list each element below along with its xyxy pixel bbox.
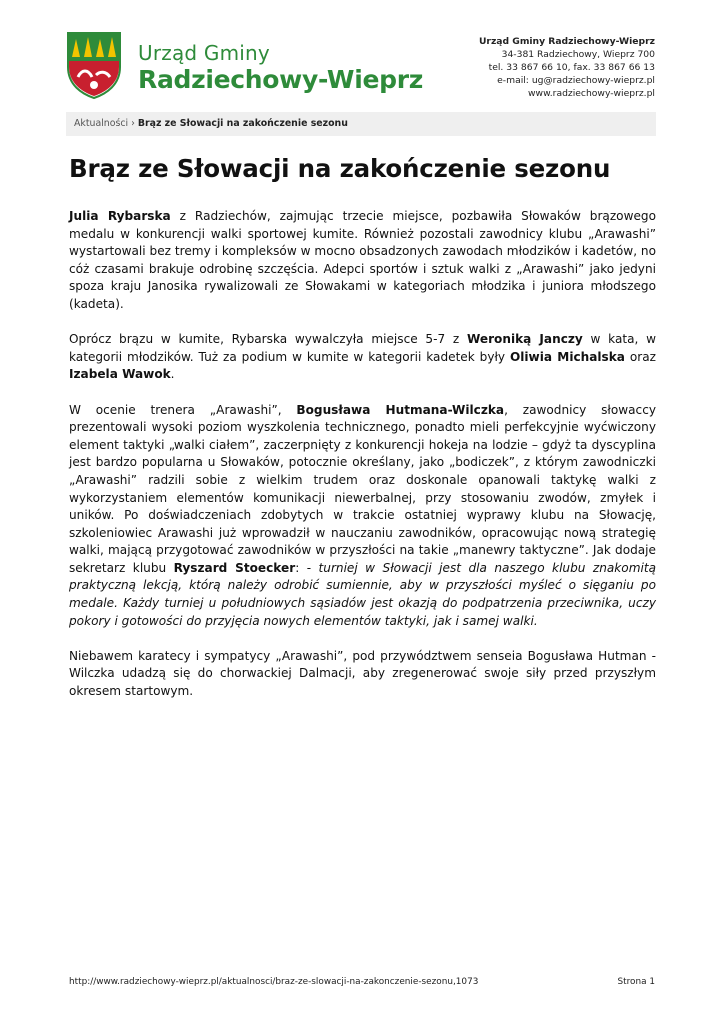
person-name: Julia Rybarska (69, 209, 171, 223)
paragraph-2 (69, 331, 656, 384)
breadcrumb (66, 112, 656, 136)
breadcrumb-current: Brąz ze Słowacji na zakończenie sezonu (137, 118, 348, 129)
coat-of-arms-icon (66, 31, 122, 99)
person-name: Ryszard Stoecker (173, 560, 296, 575)
person-name: Izabela Wawok (69, 367, 171, 382)
person-name: Bogusława Hutmana-Wilczka (296, 402, 505, 417)
footer-page-number: Strona 1 (617, 977, 655, 987)
paragraph-4: Niebawem karatecy i sympatycy „Arawashi”, pod przywództwem senseia Bogusława Hutman - Wilczka udadzą się do chorwackiej Dalmacji, aby zregenerować swoje siły przed przyszłym okresem startowym. (69, 648, 656, 699)
person-name: Weroniką Janczy (466, 332, 583, 347)
contact-phone: tel. 33 867 66 10, fax. 33 867 66 13 (488, 62, 655, 73)
quote-text: turniej w Słowacji jest dla naszego klubu znakomitą praktyczną lekcją, którą należy odrobić sumiennie, aby w przyszłości myśleć o sięganiu po medale. Każdy turniej u południowych sąsiadów jest okazją do podpatrzenia przeciwnika, uczy pokory i gotowości do przyjęcia nowych elementów taktyki, jak i samej walki. (69, 560, 656, 628)
breadcrumb-parent-link[interactable]: Aktualności (74, 118, 129, 129)
paragraph-text: , zawodnicy słowaccy prezentowali wysoki poziom wyszkolenia technicznego, ponadto mieli perfekcyjnie wyćwiczony element taktyki „walki ciałem”, zaczerpnięty z konkurencji hokeja na lodzie – gdyż ta dyscyplina jest bardzo popularna u Słowaków, potocznie określany, jako „bodiczek”, z którym zawodniczki „Arawashi” radzili sobie z wielkim trudem oraz doskonale opanowali taktykę walki z wykorzystaniem elementów komunikacji niewerbalnej, przy stosowaniu zwodów, zmyłek i uników. Po doświadczeniach zdobytych w trakcie ostatniej wyprawy klubu na Słowację, szkoleniowiec Arawashi już wprowadził w nauczaniu zawodników, opracowując nową strategię walki, mającą przygotować zawodników w przyszłości na takie „manewry taktyczne”. Jak dodaje sekretarz klubu (69, 402, 657, 575)
paragraph-text: Oprócz brązu w kumite, Rybarska wywalczyła miejsce 5-7 z (69, 332, 467, 347)
paragraph-text: z Radziechów, zajmując trzecie miejsce, pozbawiła Słowaków brązowego medalu w konkurencji walki sportowej kumite. Również pozostali zawodnicy klubu „Arawashi” wystartowali bez tremy i kompleksów w mocno obsadzonych zawodach młodzików i kadetów, no cóż czasami brakuje odrobinę szczęścia. Adepci sportów i sztuk walki z „Arawashi” jako jedyni spoza kraju Janosika rywalizowali ze Słowakami w kategoriach młodzika i juniora młodszego (kadeta). (69, 209, 656, 311)
person-name: Oliwia Michalska (509, 349, 625, 364)
breadcrumb-separator: › (128, 118, 138, 129)
paragraph-1 (69, 208, 656, 314)
contact-organization: Urząd Gminy Radziechowy-Wieprz (478, 36, 655, 47)
logo-title-line1: Urząd Gminy (138, 41, 270, 65)
contact-email[interactable]: e-mail: ug@radziechowy-wieprz.pl (497, 75, 655, 86)
page-title: Brąz ze Słowacji na zakończenie sezonu (69, 154, 611, 183)
paragraph-text: oraz (624, 349, 656, 364)
contact-website[interactable]: www.radziechowy-wieprz.pl (528, 88, 655, 99)
paragraph-3 (69, 402, 656, 631)
paragraph-text: . (170, 367, 175, 382)
contact-address: 34-381 Radziechowy, Wieprz 700 (501, 49, 655, 60)
paragraph-text: : - (295, 560, 319, 575)
article-body (69, 208, 656, 718)
paragraph-text: W ocenie trenera „Arawashi”, (69, 402, 297, 417)
logo-title-line2: Radziechowy-Wieprz (138, 65, 424, 94)
site-logo[interactable] (66, 31, 424, 101)
contact-block (479, 35, 655, 100)
paragraph-text: w kata, w kategorii młodzików. Tuż za podium w kumite w kategorii kadetek były (69, 332, 656, 364)
footer-url: http://www.radziechowy-wieprz.pl/aktualnosci/braz-ze-slowacji-na-zakonczenie-sezonu,1073 (69, 977, 479, 987)
